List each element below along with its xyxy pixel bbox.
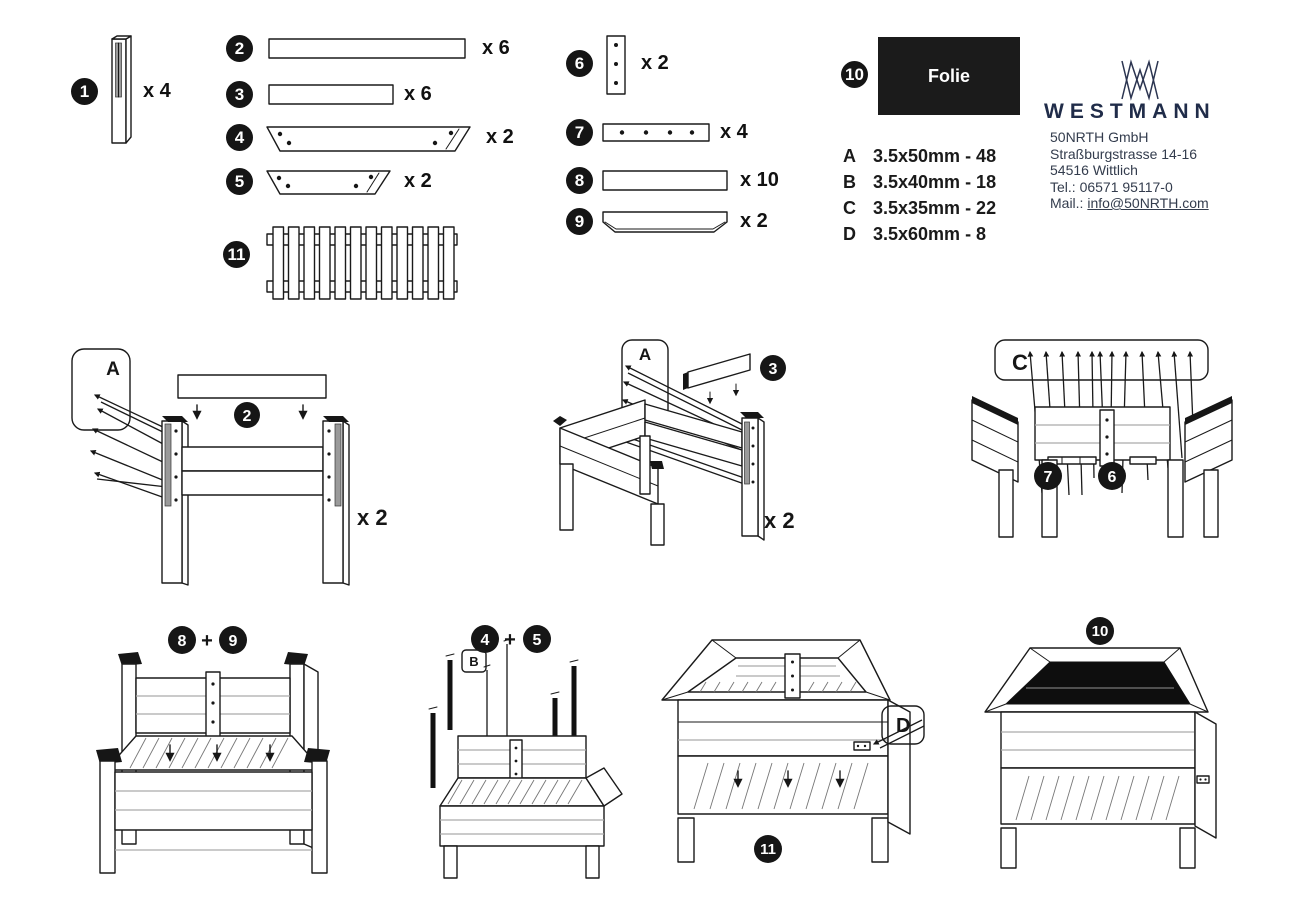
hardware-spec: 3.5x40mm - 18 [873, 171, 997, 192]
shelf-opening [678, 756, 888, 814]
hardware-row-a [843, 143, 996, 169]
part-9-plank-icon [602, 211, 728, 234]
left-leg [560, 464, 573, 530]
company-city: 54516 Wittlich [1050, 162, 1138, 178]
screw-a-callout [72, 349, 130, 430]
right-leg [1204, 470, 1218, 537]
step-7-diagram [968, 596, 1223, 876]
step-1-diagram [55, 333, 405, 583]
step-3-diagram [972, 330, 1257, 575]
front-wall [115, 772, 312, 830]
part-7-strip [1130, 457, 1156, 464]
email-link[interactable]: info@50NRTH.com [1087, 195, 1209, 211]
rail-plank [182, 447, 323, 471]
part-6-badge: 6 [566, 50, 593, 77]
plus-sign: + [201, 630, 213, 652]
hardware-letter: C [843, 197, 856, 218]
leg [1168, 460, 1183, 537]
part-4-badge: 4 [226, 124, 253, 151]
step-2-qty: x 2 [764, 508, 795, 533]
svg-text:11: 11 [760, 841, 776, 858]
step-1-qty: x 2 [357, 505, 388, 530]
left-leg [999, 470, 1013, 537]
leg [872, 818, 888, 862]
part-5-badge: 5 [226, 168, 253, 195]
part-11-slatted-panel-icon [266, 224, 458, 302]
back-leg [640, 436, 650, 494]
front-wall [440, 806, 604, 846]
part-4-trim-icon [263, 125, 473, 154]
part-1-qty: x 4 [143, 80, 171, 102]
svg-text:3: 3 [768, 361, 778, 378]
bracket [1197, 776, 1209, 783]
step-6-diagram [648, 606, 953, 881]
part-8-qty: x 10 [740, 169, 779, 191]
part-7-badge: 7 [566, 119, 593, 146]
part-1-badge: 1 [71, 78, 98, 105]
screw-a-label: A [638, 345, 652, 364]
hardware-row-d [843, 221, 996, 247]
leg [586, 846, 599, 878]
part-2-badge: 2 [226, 35, 253, 62]
post-side [182, 421, 188, 585]
part-2-plank [178, 375, 326, 398]
part-3-plank-icon [268, 84, 394, 105]
floor-panel [440, 778, 604, 806]
hardware-row-c [843, 195, 996, 221]
part-5-trim-icon [263, 169, 393, 197]
company-phone: Tel.: 06571 95117-0 [1050, 178, 1173, 195]
screw-b-label: B [469, 654, 479, 669]
mail-prefix: Mail.: [1050, 195, 1088, 211]
hardware-letter: B [843, 171, 856, 192]
westmann-monogram-icon [1116, 58, 1164, 102]
svg-text:7: 7 [1043, 469, 1053, 486]
svg-text:8: 8 [177, 633, 187, 650]
part-4-qty: x 2 [486, 126, 514, 148]
hardware-spec: 3.5x50mm - 48 [873, 145, 997, 166]
screw-c-label: C [1012, 350, 1028, 375]
company-street: Straßburgstrasse 14-16 [1050, 145, 1198, 162]
post-side [343, 421, 349, 585]
step-2-diagram [540, 328, 830, 583]
front-leg [651, 504, 664, 545]
center-strip [206, 672, 220, 738]
company-name: 50NRTH GmbH [1050, 129, 1149, 145]
part-9-qty: x 2 [740, 210, 768, 232]
part-10-foil-label: Folie [878, 37, 1020, 115]
front-post [312, 761, 327, 873]
part-6-qty: x 2 [641, 52, 669, 74]
hardware-letter: A [843, 145, 856, 166]
leg [678, 818, 694, 862]
svg-text:2: 2 [242, 408, 252, 425]
leg [1001, 828, 1016, 868]
part-11-badge: 11 [223, 241, 250, 268]
company-address [1050, 129, 1209, 212]
step-5-diagram [398, 598, 633, 883]
leg [1180, 828, 1195, 868]
leg [444, 846, 457, 878]
brand-name: WESTMANN [1044, 100, 1216, 123]
step-4-diagram [92, 598, 347, 883]
hardware-letter: D [843, 223, 856, 244]
part-6-strip-icon [604, 35, 628, 95]
plus-sign: + [504, 629, 516, 651]
part-10-badge: 10 [841, 61, 868, 88]
front-wall [1001, 712, 1195, 768]
part-7-strip-icon [602, 122, 710, 143]
front-post [100, 761, 115, 873]
part-7-qty: x 4 [720, 121, 748, 143]
hardware-list [843, 143, 996, 247]
svg-text:4: 4 [480, 632, 490, 649]
part-8-badge: 8 [566, 167, 593, 194]
screw-d-label: D [896, 715, 911, 737]
part-8-plank-icon [602, 170, 728, 191]
screw-a-label: A [106, 359, 120, 380]
part-2-qty: x 6 [482, 37, 510, 59]
part-5-qty: x 2 [404, 170, 432, 192]
part-2-plank-icon [268, 38, 466, 59]
part-9-badge: 9 [566, 208, 593, 235]
hardware-spec: 3.5x60mm - 8 [873, 223, 987, 244]
part-3-badge: 3 [226, 81, 253, 108]
part-3-plank [688, 354, 750, 388]
svg-text:10: 10 [1091, 623, 1109, 640]
bracket [854, 742, 870, 750]
screw-lines [91, 395, 167, 498]
svg-text:9: 9 [228, 633, 238, 650]
svg-text:6: 6 [1107, 469, 1117, 486]
hardware-row-b [843, 169, 996, 195]
hardware-spec: 3.5x35mm - 22 [873, 197, 997, 218]
company-mail-line [1050, 195, 1209, 212]
part-3-qty: x 6 [404, 83, 432, 105]
svg-text:5: 5 [532, 632, 542, 649]
right-side-face [1195, 712, 1216, 838]
rail-plank [182, 471, 323, 495]
